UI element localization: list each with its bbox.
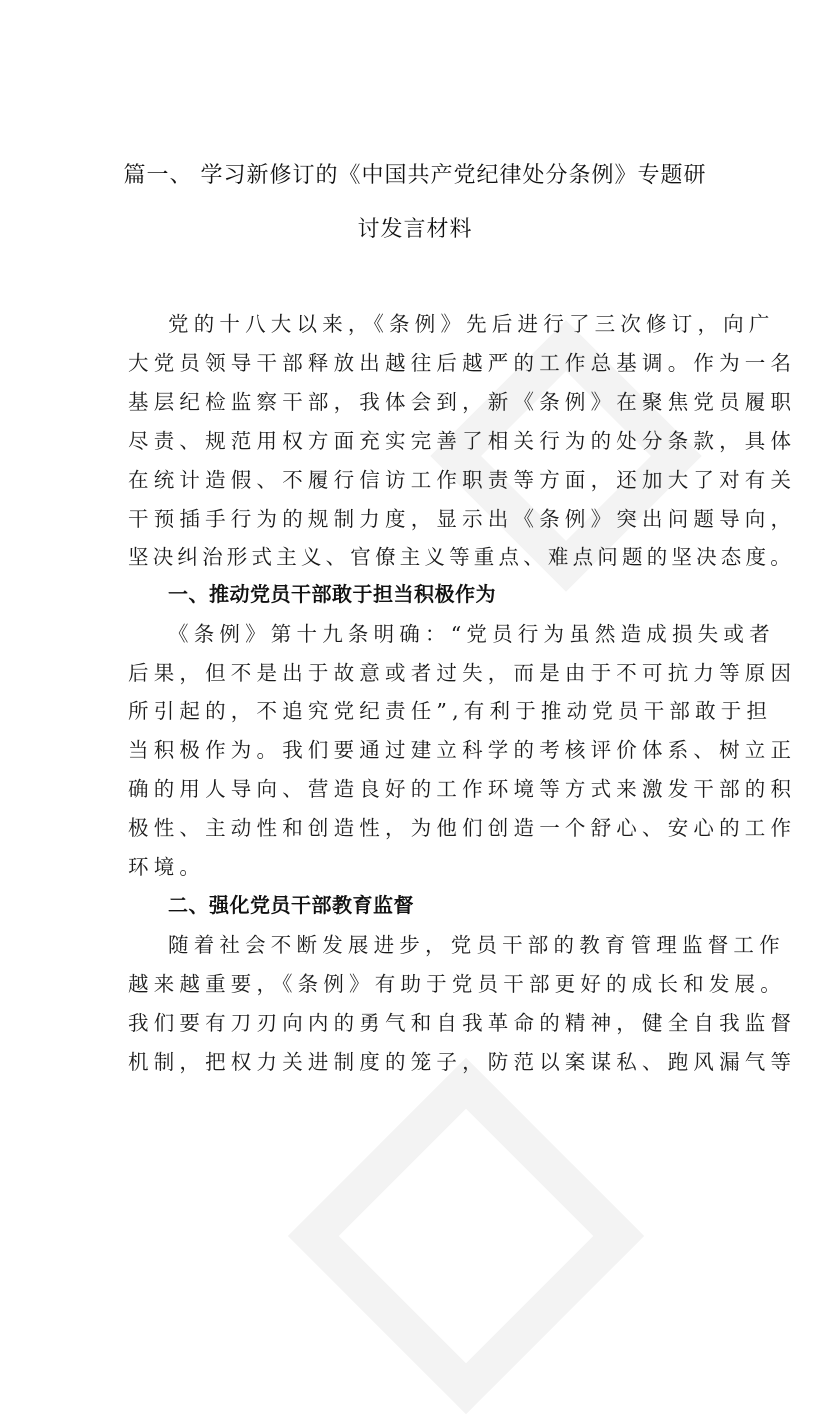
paragraph-line: 党的十八大以来，《条例》先后进行了三次修订，向广 — [168, 312, 775, 336]
paragraph-line: 我们要有刀刃向内的勇气和自我革命的精神，健全自我监督 — [128, 1011, 797, 1035]
section-heading-2: 二、强化党员干部教育监督 — [168, 893, 414, 917]
paragraph-line: 当积极作为。我们要通过建立科学的考核评价体系、树立正 — [128, 738, 797, 762]
paragraph-line: 越来越重要，《条例》有助于党员干部更好的成长和发展。 — [128, 972, 786, 996]
paragraph-line: 环境。 — [128, 855, 206, 879]
paragraph-line: 确的用人导向、营造良好的工作环境等方式来激发干部的积 — [128, 777, 797, 801]
paragraph-line: 后果，但不是出于故意或者过失，而是由于不可抗力等原因 — [128, 661, 797, 685]
paragraph-line: 《条例》第十九条明确：“党员行为虽然造成损失或者 — [168, 622, 775, 646]
section-heading-1: 一、推动党员干部敢于担当积极作为 — [168, 582, 496, 606]
paragraph-line: 大党员领导干部释放出越往后越严的工作总基调。作为一名 — [128, 351, 797, 375]
paragraph-line: 干预插手行为的规制力度，显示出《条例》突出问题导向， — [128, 507, 797, 531]
document-title-line1: 篇一、 学习新修订的《中国共产党纪律处分条例》专题研 — [123, 163, 707, 188]
paragraph-line: 极性、主动性和创造性，为他们创造一个舒心、安心的工作 — [128, 816, 797, 840]
paragraph-line: 坚决纠治形式主义、官僚主义等重点、难点问题的坚决态度。 — [128, 545, 795, 569]
paragraph-line: 机制，把权力关进制度的笼子，防范以案谋私、跑风漏气等 — [128, 1050, 797, 1074]
paragraph-line: 随着社会不断发展进步，党员干部的教育管理监督工作 — [168, 933, 785, 957]
paragraph-line: 在统计造假、不履行信访工作职责等方面，还加大了对有关 — [128, 468, 797, 492]
paragraph-line: 基层纪检监察干部，我体会到，新《条例》在聚焦党员履职 — [128, 390, 797, 414]
paragraph-line: 尽责、规范用权方面充实完善了相关行为的处分条款，具体 — [128, 429, 797, 453]
document-title-line2: 讨发言材料 — [357, 217, 473, 242]
paragraph-line: 所引起的，不追究党纪责任”,有利于推动党员干部敢于担 — [128, 699, 773, 723]
